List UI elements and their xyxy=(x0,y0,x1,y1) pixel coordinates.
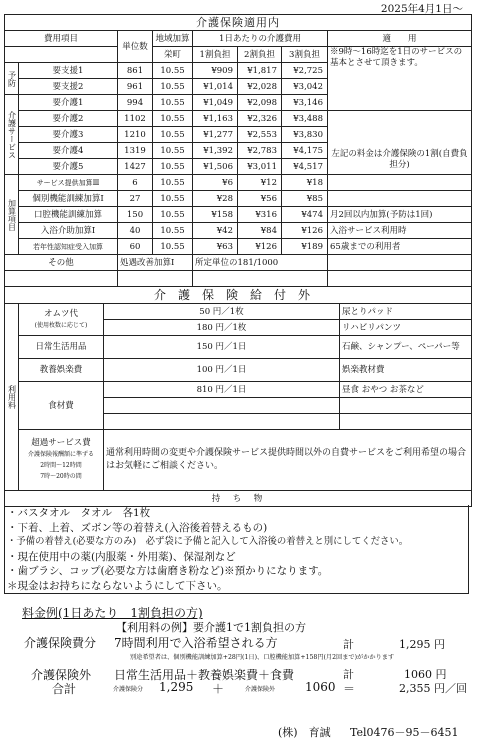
row-name: 要支援1 xyxy=(19,63,118,79)
price-note: リハビリパンツ xyxy=(340,320,472,336)
row-r3: ¥3,488 xyxy=(282,111,328,127)
line1-total: 1,295 円 xyxy=(399,638,445,651)
add-row-r3: ¥18 xyxy=(282,175,328,191)
add-row-r3: ¥189 xyxy=(282,239,328,255)
row-units: 1427 xyxy=(118,159,153,175)
header-item: 費用項目 xyxy=(5,31,118,47)
row-regional: 10.55 xyxy=(153,143,193,159)
row-name: 要介護5 xyxy=(19,159,118,175)
row-r1: ¥909 xyxy=(193,63,238,79)
blank-cell xyxy=(104,414,340,430)
header-r2: 2割負担 xyxy=(238,47,282,63)
header-regional: 地域加算 xyxy=(153,31,193,47)
side-label-add: 加算項目 xyxy=(5,175,19,255)
item-name: 教養娯楽費 xyxy=(19,359,104,382)
row-r3: ¥4,175 xyxy=(282,143,328,159)
insurance-title: 介護保険適用内 xyxy=(5,15,472,31)
header-units: 単位数 xyxy=(118,31,153,63)
add-row-r2: ¥12 xyxy=(238,175,282,191)
add-row-r2: ¥84 xyxy=(238,223,282,239)
row-r1: ¥1,049 xyxy=(193,95,238,111)
row-regional: 10.55 xyxy=(153,95,193,111)
price: 150 円／1日 xyxy=(104,336,340,359)
overtime-note: 通常利用時間の変更や介護保険サービス提供時間以外の自費サービスをご利用希望の場合はお気軽にご相談ください。 xyxy=(104,430,472,491)
item-name: 日常生活用品 xyxy=(19,336,104,359)
example-title: 料金例(1日あたり 1割負担の方) xyxy=(22,606,203,620)
header-per-day: 1日あたりの介護費用 xyxy=(193,31,328,47)
overtime-sub2: 2時間～12時間 xyxy=(40,462,82,469)
header-sakura: 栄町 xyxy=(153,47,193,63)
other-label: その他 xyxy=(5,255,118,271)
company-name: (株) 育誠 xyxy=(278,726,331,739)
side-label-prevent: 予防 xyxy=(5,63,19,95)
add-row-regional: 10.55 xyxy=(153,191,193,207)
line1-note: 別途希望者は、個別機能訓練加算+28円(1日)、口腔機能加算+158円(月2回まで)がかかります xyxy=(130,654,395,661)
row-units: 1319 xyxy=(118,143,153,159)
note-top: ※9時～16時迄を1日のサービスの基本とさせて頂きます。 xyxy=(328,47,472,111)
belongings-title: 持 ち 物 xyxy=(5,491,472,507)
side-label-usage: 利用料 xyxy=(5,304,19,491)
row-name: 要介護1 xyxy=(19,95,118,111)
line3-a: 1,295 xyxy=(159,680,194,694)
add-row-r3: ¥474 xyxy=(282,207,328,223)
row-units: 994 xyxy=(118,95,153,111)
price-note: 尿とりパッド xyxy=(340,304,472,320)
price-note: 昼食 おやつ お茶など xyxy=(340,382,472,398)
item-name: 食材費 xyxy=(19,382,104,430)
add-row-regional: 10.55 xyxy=(153,239,193,255)
row-r3: ¥3,042 xyxy=(282,79,328,95)
row-r2: ¥1,817 xyxy=(238,63,282,79)
row-r2: ¥2,028 xyxy=(238,79,282,95)
header-applicable: 適 用 xyxy=(328,31,472,47)
price: 50 円／1枚 xyxy=(104,304,340,320)
header-blank xyxy=(5,47,118,63)
row-r2: ¥2,098 xyxy=(238,95,282,111)
add-row-r1: ¥158 xyxy=(193,207,238,223)
add-row-r2: ¥56 xyxy=(238,191,282,207)
other-note xyxy=(328,255,472,271)
row-r3: ¥3,830 xyxy=(282,127,328,143)
add-row-note xyxy=(328,191,472,207)
blank-cell xyxy=(328,271,472,287)
row-r3: ¥4,517 xyxy=(282,159,328,175)
diaper-name: オムツ代 xyxy=(43,308,78,319)
add-row-r3: ¥126 xyxy=(282,223,328,239)
belongings-line: ・歯ブラシ、コップ(必要な方は歯磨き粉など)※預かりになります。 xyxy=(7,565,329,578)
row-units: 1210 xyxy=(118,127,153,143)
effective-date: 2025年4月1日～ xyxy=(380,3,463,15)
add-row-name: 個別機能訓練加算Ⅰ xyxy=(19,191,118,207)
row-units: 1102 xyxy=(118,111,153,127)
side-label-care: 介護サービス xyxy=(5,95,19,175)
add-row-units: 6 xyxy=(118,175,153,191)
belongings-line: ・バスタオル タオル 各1枚 xyxy=(7,507,151,519)
add-row-r3: ¥85 xyxy=(282,191,328,207)
row-r1: ¥1,277 xyxy=(193,127,238,143)
add-row-r1: ¥63 xyxy=(193,239,238,255)
add-row-note xyxy=(328,175,472,191)
add-row-r1: ¥42 xyxy=(193,223,238,239)
row-name: 要介護3 xyxy=(19,127,118,143)
line2-total-label: 計 xyxy=(343,668,354,681)
add-row-units: 40 xyxy=(118,223,153,239)
add-row-r2: ¥126 xyxy=(238,239,282,255)
row-regional: 10.55 xyxy=(153,79,193,95)
add-row-name: 口腔機能訓練加算 xyxy=(19,207,118,223)
row-units: 861 xyxy=(118,63,153,79)
header-r3: 3割負担 xyxy=(282,47,328,63)
diaper-label xyxy=(19,304,104,336)
belongings-line: ・下着、上着、ズボン等の着替え(入浴後着替えるもの) xyxy=(7,521,268,534)
add-row-r1: ¥28 xyxy=(193,191,238,207)
row-r1: ¥1,506 xyxy=(193,159,238,175)
line3-b-label: 介護保険外 xyxy=(245,686,276,693)
price: 180 円／1枚 xyxy=(104,320,340,336)
line3-a-label: 介護保険分 xyxy=(113,686,144,693)
price: 100 円／1日 xyxy=(104,359,340,382)
row-name: 要支援2 xyxy=(19,79,118,95)
row-r1: ¥1,392 xyxy=(193,143,238,159)
add-row-r2: ¥316 xyxy=(238,207,282,223)
line1-label: 介護保険費分 xyxy=(24,636,97,650)
row-r3: ¥3,146 xyxy=(282,95,328,111)
diaper-sub: (使用枚数に応じて) xyxy=(34,321,88,329)
row-regional: 10.55 xyxy=(153,111,193,127)
line2-total: 1060 円 xyxy=(404,668,447,681)
overtime-sub3: 7時～20時の間 xyxy=(40,473,82,480)
row-r2: ¥3,011 xyxy=(238,159,282,175)
line3-total: 2,355 円／回 xyxy=(399,682,467,695)
line3-b: 1060 xyxy=(305,680,336,694)
benefits-table xyxy=(4,286,472,507)
other-value: 処遇改善加算Ⅰ xyxy=(118,255,193,271)
line1-text: 7時間利用で入浴希望される方 xyxy=(114,636,278,650)
line2-label: 介護保険外 xyxy=(31,668,92,682)
row-r3: ¥2,725 xyxy=(282,63,328,79)
overtime-sub1: 介護保険報酬額に準ずる xyxy=(27,451,94,458)
add-row-units: 27 xyxy=(118,191,153,207)
company-tel: Tel0476－95－6451 xyxy=(350,726,459,739)
add-row-name: 若年性認知症受入加算 xyxy=(19,239,118,255)
row-regional: 10.55 xyxy=(153,127,193,143)
row-r2: ¥2,553 xyxy=(238,127,282,143)
add-row-regional: 10.55 xyxy=(153,207,193,223)
row-r2: ¥2,783 xyxy=(238,143,282,159)
belongings-line: ＊現金はお持ちにならないようにして下さい。 xyxy=(7,579,228,592)
row-name: 要介護2 xyxy=(19,111,118,127)
row-regional: 10.55 xyxy=(153,63,193,79)
blank-cell xyxy=(340,414,472,430)
line2-text: 日常生活用品＋教養娯楽費＋食費 xyxy=(114,668,295,682)
equals-sign: ＝ xyxy=(343,682,356,696)
add-row-note: 月2回以内加算(予防は1回) xyxy=(328,207,472,223)
line1-total-label: 計 xyxy=(343,638,354,651)
other-value2: 所定単位の181/1000 xyxy=(193,255,328,271)
add-row-name: サービス提供加算Ⅲ xyxy=(19,175,118,191)
example-subtitle: 【利用料の例】要介護1で1割負担の方 xyxy=(116,621,306,634)
price: 810 円／1日 xyxy=(104,382,340,398)
blank-row xyxy=(5,271,118,287)
note-bottom: 左記の料金は介護保険の1割(自費負担分) xyxy=(328,111,472,175)
add-row-note: 入浴サービス利用時 xyxy=(328,223,472,239)
header-r1: 1割負担 xyxy=(193,47,238,63)
line3-label: 合計 xyxy=(52,682,77,696)
row-r1: ¥1,163 xyxy=(193,111,238,127)
plus-sign: ＋ xyxy=(212,682,225,696)
add-row-regional: 10.55 xyxy=(153,223,193,239)
overtime-cell xyxy=(19,430,104,491)
belongings-line: ・予備の着替え(必要な方のみ) 必ず袋に予備と記入して入浴後の着替えと別にしてください。 xyxy=(7,536,409,548)
row-units: 961 xyxy=(118,79,153,95)
blank-cell xyxy=(104,398,340,414)
belongings-line: ・現在使用中の薬(内服薬・外用薬)、保湿剤など xyxy=(7,550,236,563)
add-row-regional: 10.55 xyxy=(153,175,193,191)
blank-cell xyxy=(340,398,472,414)
add-row-r1: ¥6 xyxy=(193,175,238,191)
add-row-units: 60 xyxy=(118,239,153,255)
belongings-list xyxy=(4,505,469,594)
overtime-label: 超過サービス費 xyxy=(31,438,91,448)
benefits-title: 介護保険給付外 xyxy=(5,287,472,304)
row-name: 要介護4 xyxy=(19,143,118,159)
add-row-name: 入浴介助加算Ⅰ xyxy=(19,223,118,239)
price-note: 娯楽教材費 xyxy=(340,359,472,382)
row-r1: ¥1,014 xyxy=(193,79,238,95)
add-row-units: 150 xyxy=(118,207,153,223)
row-regional: 10.55 xyxy=(153,159,193,175)
row-r2: ¥2,326 xyxy=(238,111,282,127)
blank-cell xyxy=(118,271,193,287)
insurance-table xyxy=(4,14,472,287)
blank-cell xyxy=(193,271,328,287)
add-row-note: 65歳までの利用者 xyxy=(328,239,472,255)
price-note: 石鹸、シャンプー、ペーパー等 xyxy=(340,336,472,359)
